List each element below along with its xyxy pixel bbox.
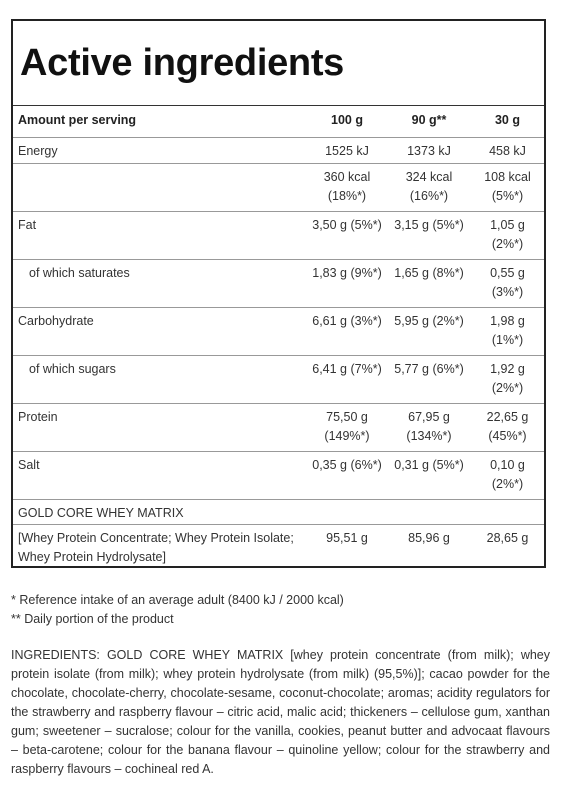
row-label: Carbohydrate xyxy=(13,308,307,356)
cell-value: 1,05 g (2%*) xyxy=(471,212,544,260)
cell-value: 28,65 g xyxy=(471,525,544,569)
cell-value: 22,65 g (45%*) xyxy=(471,404,544,452)
row-label: Protein xyxy=(13,404,307,452)
footnote-daily-portion: ** Daily portion of the product xyxy=(11,612,174,626)
cell-value: 6,61 g (3%*) xyxy=(307,308,387,356)
table-row xyxy=(13,356,544,404)
cell-value: 1,98 g (1%*) xyxy=(471,308,544,356)
cell-value: 1525 kJ xyxy=(307,138,387,164)
table-row xyxy=(13,260,544,308)
cell-value: 3,15 g (5%*) xyxy=(387,212,471,260)
row-label: Salt xyxy=(13,452,307,500)
cell-value: 1,65 g (8%*) xyxy=(387,260,471,308)
footnotes xyxy=(11,591,551,629)
cell-value: 0,55 g (3%*) xyxy=(471,260,544,308)
row-label: Energy xyxy=(13,138,307,164)
table-row xyxy=(13,452,544,500)
cell-value: 67,95 g (134%*) xyxy=(387,404,471,452)
cell-value: 108 kcal (5%*) xyxy=(471,164,544,212)
cell-value: 6,41 g (7%*) xyxy=(307,356,387,404)
cell-value: 458 kJ xyxy=(471,138,544,164)
row-label: of which saturates xyxy=(13,260,307,308)
row-label: Fat xyxy=(13,212,307,260)
table-row xyxy=(13,164,544,212)
nutrition-panel xyxy=(11,19,546,568)
row-label: of which sugars xyxy=(13,356,307,404)
cell-value: 1,92 g (2%*) xyxy=(471,356,544,404)
cell-value: 0,10 g (2%*) xyxy=(471,452,544,500)
cell-value: 360 kcal (18%*) xyxy=(307,164,387,212)
cell-value: 3,50 g (5%*) xyxy=(307,212,387,260)
row-label xyxy=(13,164,307,212)
table-row xyxy=(13,308,544,356)
cell-value xyxy=(471,500,544,525)
table-header-row xyxy=(13,106,544,138)
nutrition-table xyxy=(13,106,544,568)
cell-value: 95,51 g xyxy=(307,525,387,569)
cell-value: 85,96 g xyxy=(387,525,471,569)
table-row xyxy=(13,138,544,164)
footnote-reference-intake: * Reference intake of an average adult (8400 kJ / 2000 kcal) xyxy=(11,593,344,607)
cell-value: 0,35 g (6%*) xyxy=(307,452,387,500)
cell-value: 5,95 g (2%*) xyxy=(387,308,471,356)
header-90g: 90 g** xyxy=(411,113,447,127)
table-row xyxy=(13,404,544,452)
cell-value: 1,83 g (9%*) xyxy=(307,260,387,308)
row-label: [Whey Protein Concentrate; Whey Protein Isolate; Whey Protein Hydrolysate] xyxy=(13,525,307,569)
table-row xyxy=(13,212,544,260)
cell-value xyxy=(387,500,471,525)
cell-value: 75,50 g (149%*) xyxy=(307,404,387,452)
cell-value xyxy=(307,500,387,525)
cell-value: 5,77 g (6%*) xyxy=(387,356,471,404)
cell-value: 1373 kJ xyxy=(387,138,471,164)
cell-value: 324 kcal (16%*) xyxy=(387,164,471,212)
table-row xyxy=(13,525,544,569)
table-row xyxy=(13,500,544,525)
header-100g: 100 g xyxy=(331,113,363,127)
page-title: Active ingredients xyxy=(13,21,544,106)
header-label: Amount per serving xyxy=(18,113,137,127)
header-30g: 30 g xyxy=(494,113,520,127)
cell-value: 0,31 g (5%*) xyxy=(387,452,471,500)
row-label: GOLD CORE WHEY MATRIX xyxy=(13,500,307,525)
ingredients-text: INGREDIENTS: GOLD CORE WHEY MATRIX [whey protein concentrate (from milk); whey protein isolate (from milk); whey protein hydrolysate (from milk) (95,5%)]; cacao powder for the chocolate, chocolate-cherry, chocolate-sesame, coconut-chocolate; aromas; acidity regulators for the strawberry and raspberry flavour – citric acid, malic acid; thickeners – cellulose gum, xanthan gum; sweetener – sucralose; colour for the vanilla, cookies, peanut butter and advocaat flavours – beta-carotene; colour for the banana flavour – quinoline yellow; colour for the strawberry and raspberry flavours – cochineal red A. xyxy=(11,648,550,776)
